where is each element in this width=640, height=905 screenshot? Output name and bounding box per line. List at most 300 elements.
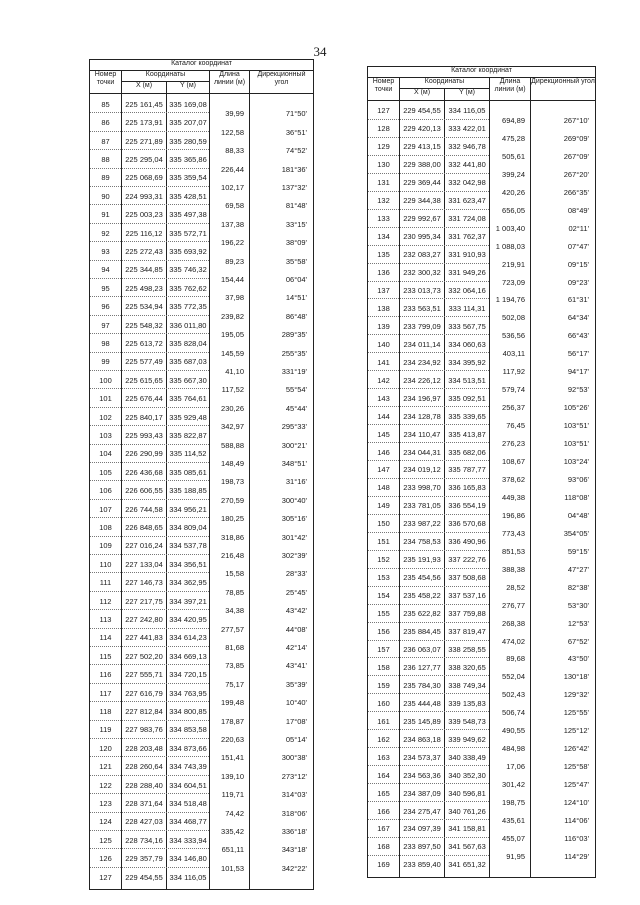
coord-y: 341 651,32 <box>448 860 486 870</box>
segment-angle: 301°42' <box>281 532 307 542</box>
coord-x: 229 420,13 <box>403 124 441 134</box>
coord-y: 335 772,35 <box>169 302 207 312</box>
coord-y: 334 356,51 <box>169 559 207 569</box>
header-length: Длина линии (м) <box>490 78 531 100</box>
column-divider <box>209 93 210 889</box>
segment-length: 73,85 <box>225 661 244 671</box>
coord-x: 233 013,73 <box>403 285 441 295</box>
coord-x: 235 454,56 <box>403 573 441 583</box>
point-number: 138 <box>377 303 390 313</box>
coord-x: 227 441,83 <box>125 633 163 643</box>
row-divider <box>90 333 209 334</box>
segment-length: 216,48 <box>221 551 244 560</box>
segment-length: 108,67 <box>502 457 525 466</box>
segment-length: 41,10 <box>225 367 244 376</box>
coord-x: 226 744,58 <box>125 504 163 514</box>
segment-length: 588,88 <box>221 440 244 450</box>
point-number: 134 <box>377 232 390 242</box>
segment-length: 502,08 <box>502 313 525 323</box>
coord-y: 336 490,96 <box>448 537 486 547</box>
row-divider <box>90 848 209 849</box>
segment-length: 723,09 <box>502 277 525 287</box>
point-number: 120 <box>99 743 112 753</box>
segment-length: 399,24 <box>502 169 525 179</box>
row-divider <box>90 112 209 113</box>
coord-y: 335 929,48 <box>169 412 207 422</box>
segment-length: 651,11 <box>221 845 244 855</box>
segment-angle: 300°40' <box>281 495 307 505</box>
point-number: 100 <box>99 375 112 385</box>
row-divider <box>90 793 209 794</box>
row-divider <box>90 168 209 169</box>
row-divider <box>368 424 489 425</box>
segment-length: 122,58 <box>221 127 244 137</box>
coord-x: 234 110,47 <box>403 429 441 439</box>
coord-y: 335 359,54 <box>169 173 207 183</box>
point-number: 88 <box>101 154 110 164</box>
row-divider <box>90 278 209 279</box>
coord-x: 225 116,12 <box>125 228 163 238</box>
row-divider <box>90 830 209 831</box>
column-divider <box>530 100 531 877</box>
point-number: 129 <box>377 142 390 152</box>
row-divider <box>90 352 209 353</box>
point-number: 118 <box>99 706 112 716</box>
segment-length: 276,77 <box>502 600 525 610</box>
point-number: 111 <box>99 578 112 588</box>
segment-angle: 266°35' <box>563 187 589 197</box>
segment-angle: 04°48' <box>567 510 589 520</box>
point-number: 166 <box>377 806 390 816</box>
point-number: 104 <box>99 449 112 459</box>
point-number: 151 <box>377 537 390 547</box>
segment-angle: 35°58' <box>285 256 307 266</box>
point-number: 92 <box>101 228 110 238</box>
coord-y: 335 687,03 <box>169 357 207 367</box>
point-number: 101 <box>99 394 112 404</box>
coord-x: 227 983,76 <box>125 725 163 735</box>
point-number: 123 <box>99 798 112 808</box>
coord-y: 337 537,16 <box>448 591 486 601</box>
segment-length: 199,48 <box>221 698 244 708</box>
coord-y: 339 548,73 <box>448 716 486 726</box>
coord-x: 229 388,00 <box>403 160 441 170</box>
segment-length: 694,89 <box>502 115 525 125</box>
segment-length: 506,74 <box>502 708 525 718</box>
segment-angle: 124°10' <box>563 798 589 808</box>
header-point-number: Номер точки <box>90 71 122 93</box>
point-number: 133 <box>377 214 390 224</box>
coord-x: 227 133,04 <box>125 559 163 569</box>
coord-y: 334 669,13 <box>169 651 207 661</box>
coord-x: 228 427,03 <box>125 817 163 827</box>
coord-x: 225 068,69 <box>125 173 163 183</box>
header-divider <box>368 100 595 101</box>
segment-length: 435,61 <box>502 816 525 825</box>
coord-x: 227 555,71 <box>125 670 163 680</box>
row-divider <box>90 812 209 813</box>
segment-length: 154,44 <box>221 275 244 284</box>
coord-y: 335 667,30 <box>169 375 207 385</box>
point-number: 108 <box>99 522 112 532</box>
coord-x: 224 993,31 <box>125 191 163 201</box>
segment-length: 1 194,76 <box>495 295 525 305</box>
coord-x: 235 444,48 <box>403 698 441 708</box>
coord-y: 339 135,83 <box>448 698 486 708</box>
coord-y: 339 949,62 <box>448 734 486 744</box>
row-divider <box>90 462 209 463</box>
coord-x: 234 387,09 <box>403 788 441 798</box>
coord-x: 229 454,55 <box>125 872 163 882</box>
segment-length: 239,82 <box>221 311 244 321</box>
coord-y: 334 518,48 <box>169 798 207 808</box>
coord-y: 333 422,01 <box>448 124 486 134</box>
point-number: 168 <box>377 842 390 852</box>
row-divider <box>368 747 489 748</box>
coord-y: 334 333,94 <box>169 835 207 845</box>
coord-y: 337 508,68 <box>448 573 486 583</box>
segment-length: 230,26 <box>221 403 244 413</box>
segment-angle: 33°15' <box>285 219 307 229</box>
coord-x: 225 295,04 <box>125 154 163 164</box>
row-divider <box>368 209 489 210</box>
segment-angle: 118°08' <box>564 492 589 502</box>
row-divider <box>90 370 209 371</box>
point-number: 125 <box>99 835 112 845</box>
point-number: 89 <box>101 173 110 183</box>
segment-angle: 125°55' <box>563 708 589 718</box>
row-divider <box>90 260 209 261</box>
coord-y: 334 809,04 <box>169 522 207 532</box>
segment-length: 17,06 <box>506 762 525 772</box>
coord-x: 228 371,64 <box>125 798 163 808</box>
point-number: 152 <box>377 555 390 565</box>
segment-length: 342,97 <box>221 422 244 432</box>
point-number: 139 <box>377 321 390 331</box>
segment-angle: 336°18' <box>281 827 307 836</box>
segment-length: 88,33 <box>225 146 244 156</box>
segment-angle: 12°53' <box>567 618 589 628</box>
segment-length: 178,87 <box>221 716 244 726</box>
coord-y: 334 763,95 <box>169 688 207 698</box>
coord-y: 335 764,61 <box>169 394 207 404</box>
row-divider <box>368 496 489 497</box>
point-number: 103 <box>99 430 112 440</box>
coord-y: 334 513,51 <box>448 375 486 385</box>
segment-length: 455,07 <box>502 833 525 843</box>
segment-length: 474,02 <box>502 636 525 646</box>
coord-x: 234 563,36 <box>403 770 441 780</box>
point-number: 169 <box>377 860 390 870</box>
coord-y: 335 207,07 <box>169 118 207 128</box>
segment-angle: 74°52' <box>285 146 307 156</box>
coord-x: 235 784,30 <box>403 680 441 690</box>
coord-x: 227 016,24 <box>125 541 163 551</box>
row-divider <box>368 298 489 299</box>
coord-y: 334 720,15 <box>169 670 207 680</box>
segment-length: 277,57 <box>221 624 244 634</box>
coord-x: 225 271,89 <box>125 136 163 146</box>
segment-length: 270,59 <box>221 495 244 505</box>
coord-x: 225 534,94 <box>125 302 163 312</box>
segment-length: 137,38 <box>221 219 244 229</box>
coord-x: 226 290,99 <box>125 449 163 459</box>
row-divider <box>90 591 209 592</box>
coord-y: 336 554,19 <box>448 501 486 511</box>
segment-length: 117,92 <box>502 367 525 377</box>
coord-y: 337 819,47 <box>448 627 486 637</box>
coord-y: 335 085,61 <box>169 467 207 477</box>
segment-angle: 300°38' <box>281 753 307 763</box>
row-divider <box>368 693 489 694</box>
point-number: 143 <box>377 393 390 403</box>
segment-angle: 64°34' <box>567 313 589 323</box>
segment-angle: 36°51' <box>285 127 307 137</box>
segment-angle: 126°42' <box>563 744 589 754</box>
coord-y: 338 749,34 <box>448 680 486 690</box>
coord-x: 233 998,70 <box>403 483 441 493</box>
coord-x: 236 063,07 <box>403 644 441 654</box>
coord-y: 334 537,78 <box>169 541 207 551</box>
segment-angle: 103°51' <box>563 439 589 449</box>
row-divider <box>368 819 489 820</box>
coord-x: 225 344,85 <box>125 265 163 275</box>
segment-length: 484,98 <box>502 744 525 754</box>
row-divider <box>368 460 489 461</box>
row-divider <box>90 572 209 573</box>
segment-angle: 318°06' <box>281 808 307 818</box>
coord-x: 234 275,47 <box>403 806 441 816</box>
segment-angle: 267°10' <box>563 115 589 125</box>
row-divider <box>90 609 209 610</box>
coord-y: 336 570,68 <box>448 519 486 529</box>
segment-angle: 09°15' <box>567 259 589 269</box>
point-number: 127 <box>99 872 112 882</box>
header-y: Y (м) <box>445 89 490 100</box>
segment-angle: 273°12' <box>281 771 307 781</box>
coord-x: 232 300,32 <box>403 268 441 278</box>
row-divider <box>368 837 489 838</box>
coord-y: 334 853,58 <box>169 725 207 735</box>
segment-length: 195,05 <box>221 330 244 340</box>
row-divider <box>368 568 489 569</box>
coord-y: 340 761,26 <box>448 806 486 816</box>
segment-length: 226,44 <box>221 164 244 174</box>
row-divider <box>90 775 209 776</box>
point-number: 156 <box>377 627 390 637</box>
coord-x: 227 217,75 <box>125 596 163 606</box>
coord-x: 233 987,22 <box>403 519 441 529</box>
segment-length: 490,55 <box>502 726 525 736</box>
segment-angle: 53°30' <box>567 600 589 610</box>
coord-y: 335 339,65 <box>448 411 486 421</box>
coord-x: 235 191,93 <box>403 555 441 565</box>
segment-angle: 114°29' <box>564 851 589 861</box>
segment-angle: 55°54' <box>285 385 307 395</box>
segment-length: 378,62 <box>502 474 525 484</box>
point-number: 163 <box>377 752 390 762</box>
segment-angle: 66°43' <box>567 331 589 341</box>
segment-angle: 314°03' <box>281 790 307 800</box>
segment-angle: 05°14' <box>285 735 307 744</box>
point-number: 164 <box>377 770 390 780</box>
header-angle: Дирекционный угол <box>531 78 595 85</box>
table-caption: Каталог координат <box>368 67 595 78</box>
point-number: 137 <box>377 285 390 295</box>
row-divider <box>368 119 489 120</box>
coord-x: 225 161,45 <box>125 99 163 109</box>
coord-x: 234 226,12 <box>403 375 441 385</box>
point-number: 95 <box>101 283 110 293</box>
segment-length: 198,73 <box>221 477 244 487</box>
coord-y: 331 949,26 <box>448 268 486 278</box>
segment-length: 102,17 <box>221 183 244 192</box>
point-number: 86 <box>101 118 110 128</box>
coord-x: 229 369,44 <box>403 178 441 188</box>
row-divider <box>368 352 489 353</box>
segment-length: 76,45 <box>506 421 525 431</box>
segment-length: 773,43 <box>502 528 525 538</box>
row-divider <box>90 554 209 555</box>
coord-x: 227 146,73 <box>125 578 163 588</box>
coord-x: 225 577,49 <box>125 357 163 367</box>
point-number: 114 <box>99 633 112 643</box>
segment-angle: 116°03' <box>564 833 589 843</box>
coord-x: 227 502,20 <box>125 651 163 661</box>
segment-length: 34,38 <box>225 606 244 616</box>
segment-angle: 295°33' <box>281 422 307 432</box>
segment-angle: 09°23' <box>567 277 589 287</box>
coord-y: 335 092,51 <box>448 393 486 403</box>
segment-length: 139,10 <box>221 771 244 781</box>
segment-length: 219,91 <box>502 259 525 269</box>
point-number: 119 <box>99 725 112 735</box>
segment-angle: 59°15' <box>567 546 589 556</box>
coord-y: 334 362,95 <box>169 578 207 588</box>
segment-angle: 08°49' <box>567 205 589 215</box>
segment-angle: 35°39' <box>285 679 307 689</box>
row-divider <box>368 316 489 317</box>
row-divider <box>90 867 209 868</box>
row-divider <box>368 640 489 641</box>
point-number: 98 <box>101 338 110 348</box>
segment-angle: 06°04' <box>285 275 307 284</box>
coord-x: 228 288,40 <box>125 780 163 790</box>
coord-y: 338 320,65 <box>448 662 486 672</box>
segment-angle: 67°52' <box>567 636 589 646</box>
segment-angle: 82°38' <box>567 582 589 592</box>
row-divider <box>368 227 489 228</box>
point-number: 87 <box>101 136 110 146</box>
segment-angle: 181°36' <box>281 164 307 174</box>
coord-x: 234 234,92 <box>403 357 441 367</box>
point-number: 122 <box>99 780 112 790</box>
point-number: 107 <box>99 504 112 514</box>
coord-x: 225 498,23 <box>125 283 163 293</box>
coord-y: 334 395,92 <box>448 357 486 367</box>
row-divider <box>90 628 209 629</box>
segment-angle: 47°27' <box>567 564 589 574</box>
segment-angle: 103°51' <box>563 421 589 431</box>
coord-x: 235 145,89 <box>403 716 441 726</box>
segment-angle: 14°51' <box>285 293 307 303</box>
segment-length: 301,42 <box>502 780 525 790</box>
point-number: 112 <box>99 596 112 606</box>
row-divider <box>368 173 489 174</box>
coord-x: 226 606,55 <box>125 486 163 496</box>
point-number: 141 <box>377 357 390 367</box>
coord-x: 227 242,80 <box>125 614 163 624</box>
segment-length: 502,43 <box>502 690 525 700</box>
row-divider <box>368 245 489 246</box>
row-divider <box>368 657 489 658</box>
segment-length: 475,28 <box>502 133 525 143</box>
point-number: 85 <box>101 99 110 109</box>
coord-x: 232 083,27 <box>403 250 441 260</box>
segment-angle: 93°06' <box>567 474 589 484</box>
segment-length: 276,23 <box>502 439 525 449</box>
segment-angle: 10°40' <box>285 698 307 708</box>
row-divider <box>90 407 209 408</box>
row-divider <box>90 186 209 187</box>
segment-length: 75,17 <box>225 679 244 689</box>
coord-x: 225 615,65 <box>125 375 163 385</box>
segment-angle: 267°20' <box>563 169 589 179</box>
coord-x: 234 044,31 <box>403 447 441 457</box>
segment-angle: 86°48' <box>285 311 307 321</box>
coord-x: 230 995,34 <box>403 232 441 242</box>
coord-y: 334 146,80 <box>169 854 207 864</box>
row-divider <box>90 536 209 537</box>
row-divider <box>368 765 489 766</box>
row-divider <box>368 263 489 264</box>
segment-angle: 43°42' <box>285 606 307 616</box>
point-number: 117 <box>99 688 112 698</box>
row-divider <box>368 370 489 371</box>
segment-angle: 130°18' <box>563 672 589 682</box>
coord-y: 335 169,08 <box>169 99 207 109</box>
coord-y: 335 682,06 <box>448 447 486 457</box>
coord-y: 335 188,85 <box>169 486 207 496</box>
segment-length: 579,74 <box>502 385 525 395</box>
point-number: 140 <box>377 339 390 349</box>
row-divider <box>90 480 209 481</box>
coord-x: 235 622,82 <box>403 609 441 619</box>
segment-angle: 125°58' <box>563 762 589 772</box>
row-divider <box>90 756 209 757</box>
segment-angle: 300°21' <box>281 440 307 450</box>
segment-length: 39,99 <box>225 109 244 119</box>
segment-length: 81,68 <box>225 643 244 652</box>
coord-y: 335 828,04 <box>169 338 207 348</box>
segment-length: 851,53 <box>502 546 525 556</box>
point-number: 99 <box>101 357 110 367</box>
coord-x: 225 993,43 <box>125 430 163 440</box>
segment-length: 403,11 <box>502 349 525 359</box>
point-number: 91 <box>101 210 110 220</box>
segment-angle: 61°31' <box>567 295 589 305</box>
coord-y: 334 116,05 <box>169 872 207 882</box>
point-number: 131 <box>377 178 390 188</box>
point-number: 167 <box>377 824 390 834</box>
point-number: 115 <box>99 651 112 661</box>
row-divider <box>90 701 209 702</box>
segment-length: 449,38 <box>502 492 525 502</box>
coord-y: 334 800,85 <box>169 706 207 716</box>
segment-angle: 342°22' <box>281 863 307 873</box>
coord-y: 335 693,92 <box>169 246 207 256</box>
row-divider <box>90 149 209 150</box>
